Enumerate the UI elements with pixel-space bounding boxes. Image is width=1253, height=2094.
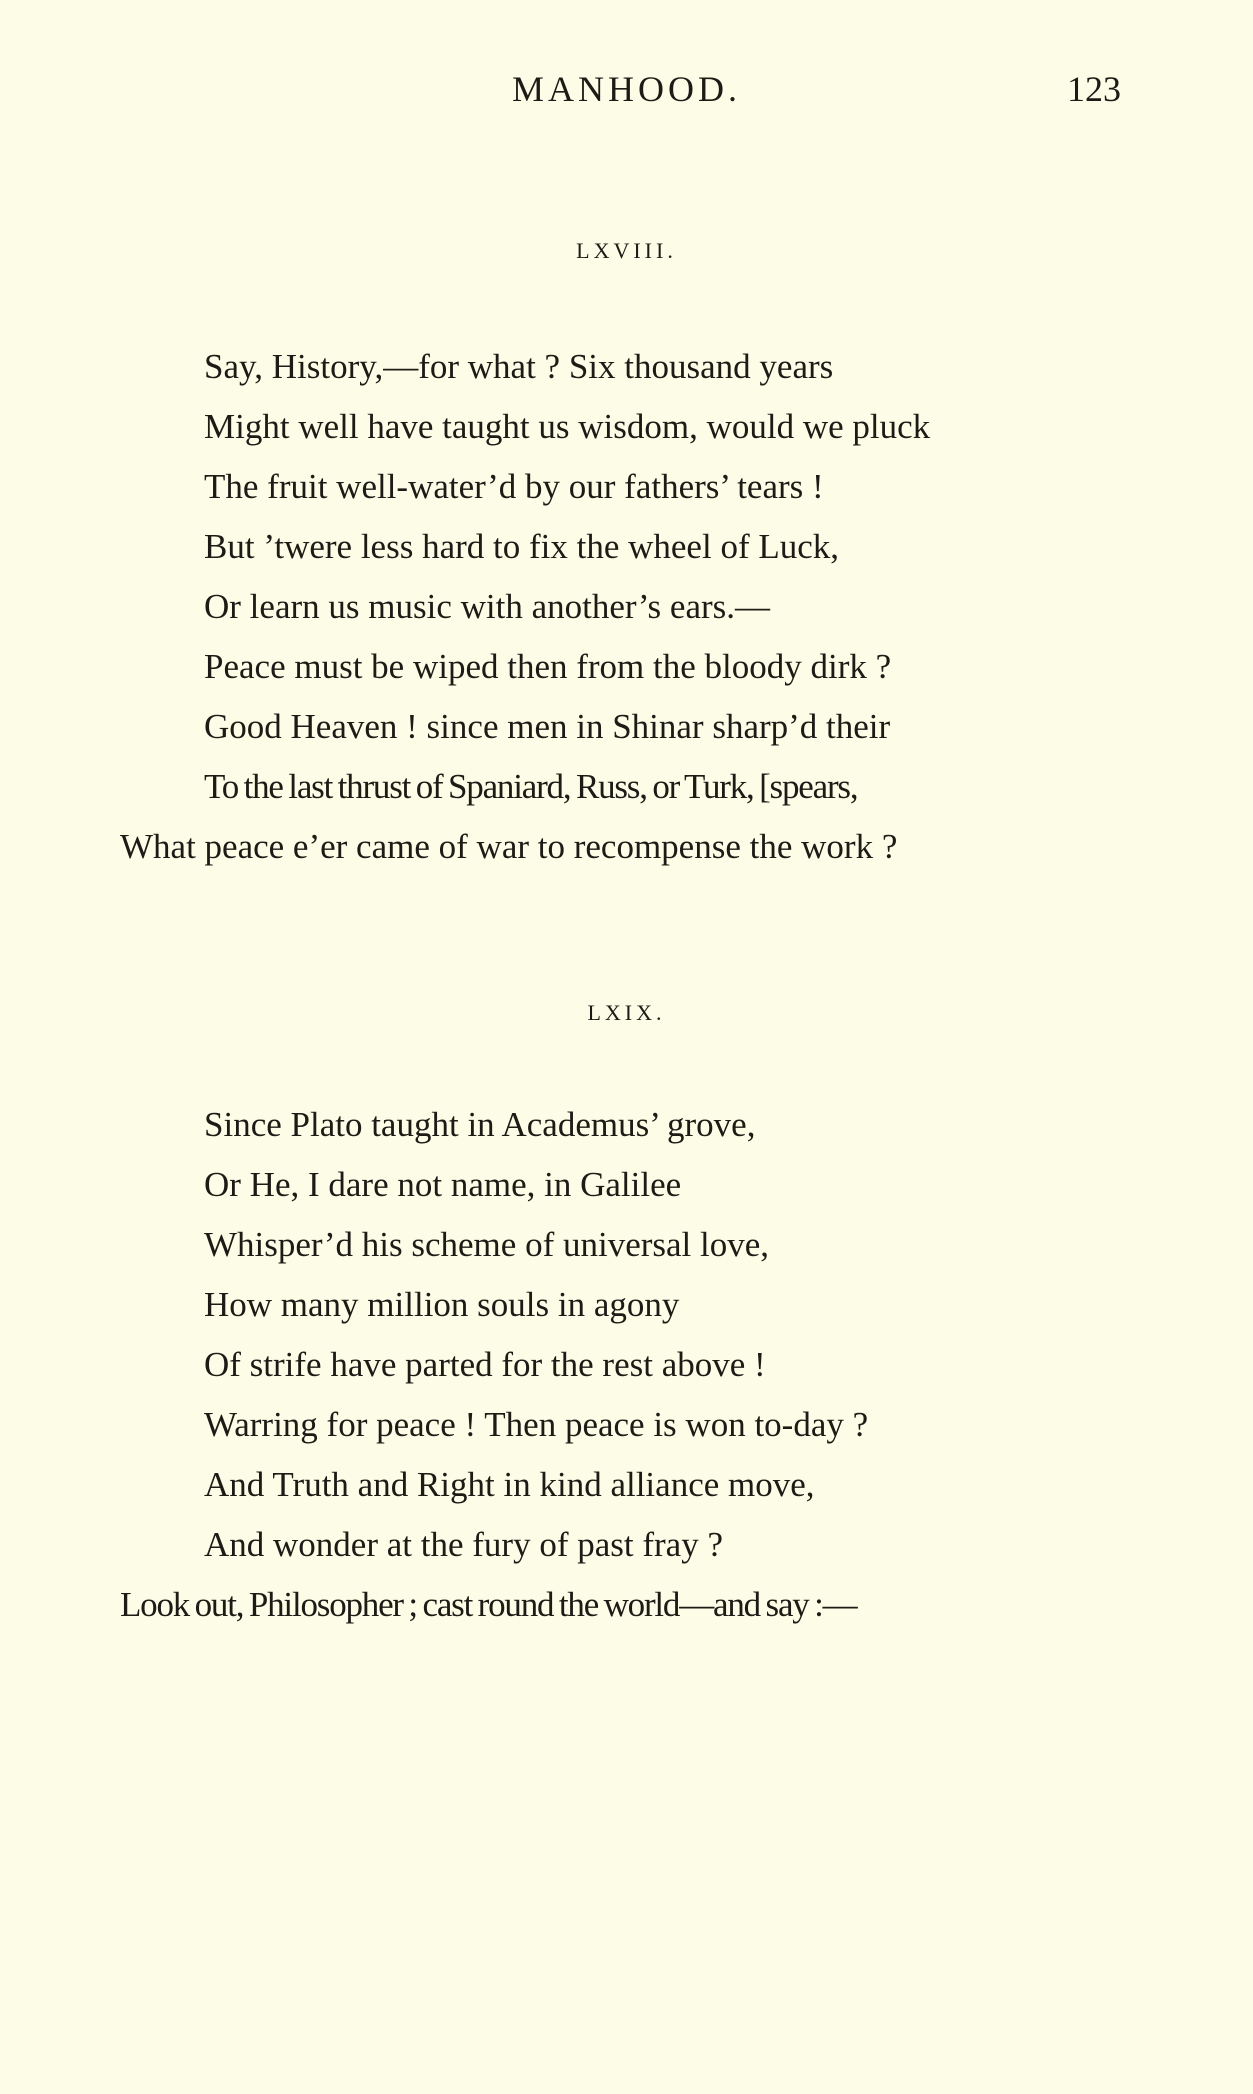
verse-line: Look out, Philosopher ; cast round the world—and say :— — [120, 1585, 857, 1624]
running-title: MANHOOD. — [512, 69, 741, 109]
verse-line: Say, History,—for what ? Six thousand years — [204, 347, 834, 386]
verse-line: To the last thrust of Spaniard, Russ, or Turk, [spears, — [204, 767, 858, 806]
verse-line: And Truth and Right in kind alliance move, — [204, 1465, 815, 1504]
verse-line: What peace e’er came of war to recompense the work ? — [120, 827, 898, 866]
verse-line: Whisper’d his scheme of universal love, — [204, 1225, 770, 1264]
verse-line: Or learn us music with another’s ears.— — [204, 587, 771, 626]
verse-line: Warring for peace ! Then peace is won to-day ? — [204, 1405, 869, 1444]
running-head — [0, 64, 1253, 114]
stanza-number: LXIX. — [587, 1000, 666, 1025]
verse-line: Good Heaven ! since men in Shinar sharp’d their — [204, 707, 891, 746]
verse-line: Might well have taught us wisdom, would we pluck — [204, 407, 931, 446]
verse-line: Of strife have parted for the rest above ! — [204, 1345, 766, 1384]
verse-line: Peace must be wiped then from the bloody dirk ? — [204, 647, 892, 686]
verse-line: But ’twere less hard to fix the wheel of Luck, — [204, 527, 840, 566]
verse-line: How many million souls in agony — [204, 1285, 680, 1324]
page-number: 123 — [1067, 69, 1121, 109]
verse-line: The fruit well-water’d by our fathers’ tears ! — [204, 467, 824, 506]
verse-line: Or He, I dare not name, in Galilee — [204, 1165, 682, 1204]
stanza-number: LXVIII. — [576, 238, 677, 263]
verse-line: Since Plato taught in Academus’ grove, — [204, 1105, 756, 1144]
verse-line: And wonder at the fury of past fray ? — [204, 1525, 723, 1564]
